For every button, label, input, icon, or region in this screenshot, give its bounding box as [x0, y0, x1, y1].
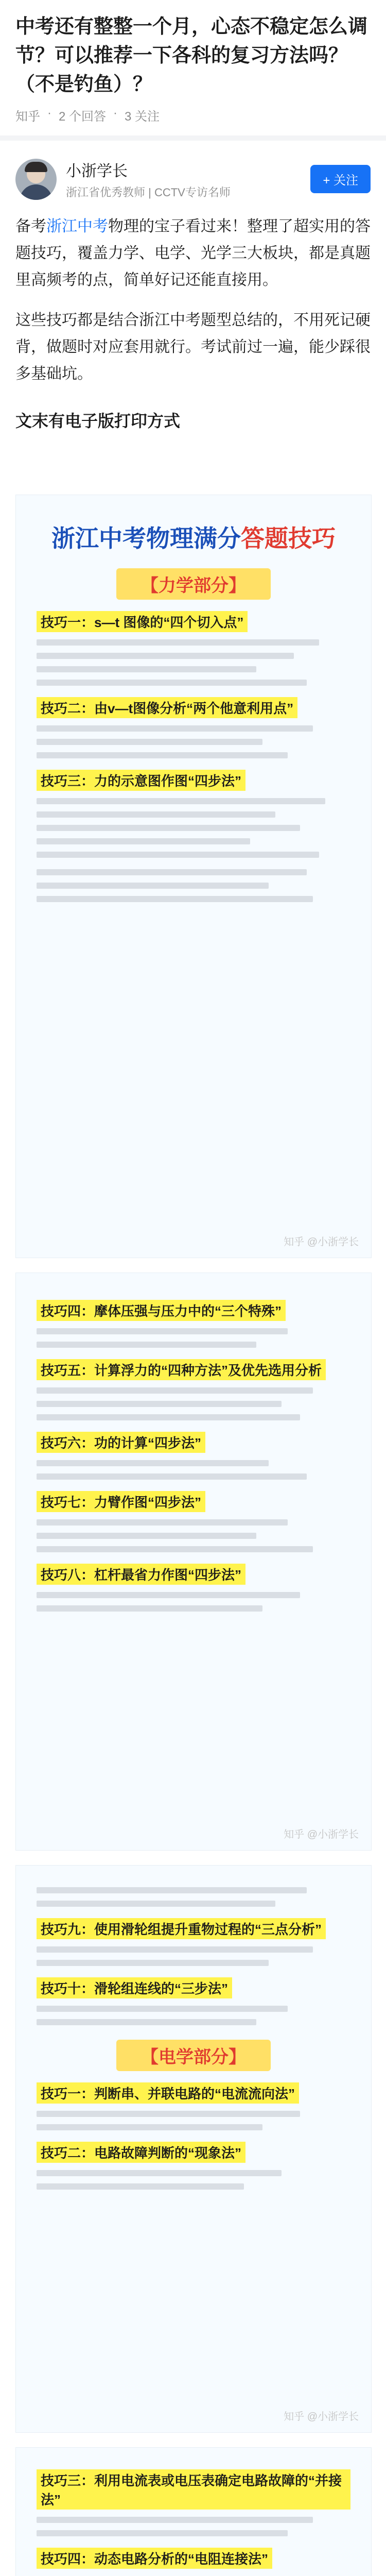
tip-item: 技巧八：杠杆最省力作图“四步法” [37, 1564, 350, 1612]
author-desc: 浙江省优秀教师 | CCTV专访名师 [66, 186, 231, 199]
tips-poster-2[interactable] [15, 1273, 372, 1851]
watermark: 知乎 @小浙学长 [284, 2411, 359, 2422]
tip-item: 技巧三：力的示意图作图“四步法” [37, 770, 350, 858]
keyword-link[interactable]: 浙江中考 [46, 218, 108, 235]
tip-item: 技巧一：s—t 图像的“四个切入点” [37, 611, 350, 686]
answer-paragraph-1: 备考浙江中考物理的宝子看过来！整理了超实用的答题技巧，覆盖力学、电学、光学三大板块，都是真题里高频考的点，简单好记还能直接用。 [15, 218, 371, 289]
author-name[interactable]: 小浙学长 [66, 163, 128, 180]
tip-item: 技巧六：功的计算“四步法” [37, 1432, 350, 1480]
avatar[interactable] [15, 159, 57, 200]
section-divider [0, 135, 386, 141]
tip-item: 技巧三：利用电流表或电压表确定电路故障的“并接法” [37, 2469, 350, 2536]
site-tag[interactable]: 知乎 [15, 110, 40, 124]
tip-item: 技巧五：计算浮力的“四种方法”及优先选用分析 [37, 1359, 350, 1420]
tip-item: 技巧四：摩体压强与压力中的“三个特殊” [37, 1300, 350, 1348]
tip-item: 技巧十：滑轮组连线的“三步法” [37, 1977, 350, 2025]
section-electric: 【电学部分】 [116, 2040, 271, 2071]
answer-paragraph-2: 这些技巧都是结合浙江中考题型总结的，不用死记硬背，做题时对应套用就行。考试前过一遍，能少踩很多基础坑。 [15, 312, 371, 382]
section-mechanics: 【力学部分】 [116, 568, 271, 600]
question-title: 中考还有整整一个月，心态不稳定怎么调节？可以推荐一下各科的复习方法吗？（不是钓鱼）？ [15, 16, 368, 95]
answers-count[interactable]: 2 个回答 [59, 110, 107, 124]
tip-item: 技巧四：动态电路分析的“电阻连接法” [37, 2548, 350, 2576]
watermark: 知乎 @小浙学长 [284, 1829, 359, 1840]
section-heading: 文末有电子版打印方式 [15, 412, 181, 430]
tip-item [37, 1887, 350, 1907]
author-bar [0, 141, 386, 200]
tips-poster-3[interactable] [15, 1865, 372, 2433]
question-meta: 知乎 · 2 个回答 · 3 关注 [15, 106, 160, 124]
tip-item: 技巧二：电路故障判断的“现象法” [37, 2142, 350, 2190]
follows-count[interactable]: 3 关注 [125, 110, 160, 124]
watermark: 知乎 @小浙学长 [284, 1236, 359, 1248]
tip-item: 技巧二：由v—t图像分析“两个他意利用点” [37, 697, 350, 758]
tips-poster-1[interactable] [15, 495, 372, 1258]
tip-item: 技巧七：力臂作图“四步法” [37, 1491, 350, 1552]
tip-item: 技巧一：判断串、并联电路的“电流流向法” [37, 2082, 350, 2130]
tips-poster-4[interactable] [15, 2447, 372, 2576]
poster-title: 浙江中考物理满分答题技巧 [51, 525, 336, 552]
tip-item [37, 869, 350, 902]
tip-item: 技巧九：使用滑轮组提升重物过程的“三点分析” [37, 1918, 350, 1966]
follow-button[interactable]: + 关注 [310, 165, 371, 193]
